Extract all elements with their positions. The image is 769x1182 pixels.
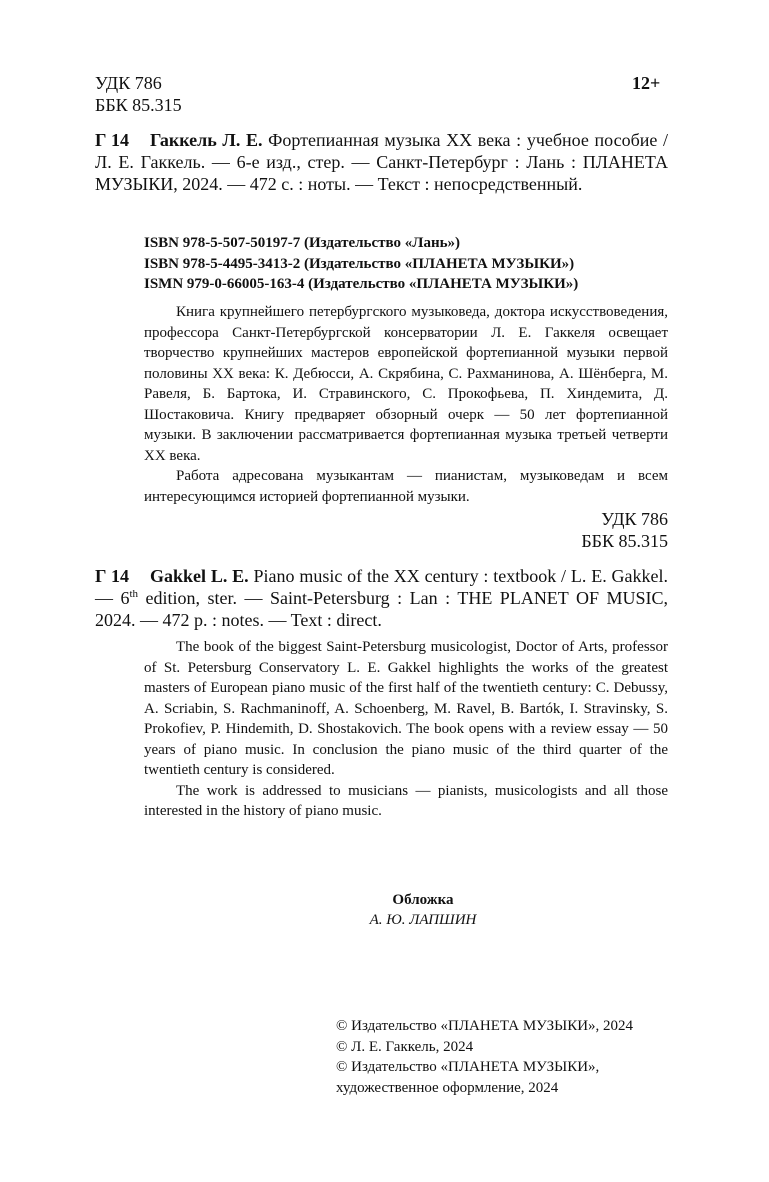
ru-entry-author: Гаккель Л. Е. <box>150 130 263 150</box>
udk-top: УДК 786 <box>95 73 162 93</box>
en-entry-author: Gakkel L. E. <box>150 566 249 586</box>
cover-artist: А. Ю. ЛАПШИН <box>369 912 477 928</box>
en-entry-text-b: edition, ster. — Saint-Petersburg : Lan : THE PLANET OF MUSIC, 2024. — 472 p. : notes. — Text : direct. <box>95 588 668 630</box>
isbn-block <box>144 233 668 295</box>
isbn-planeta: ISBN 978-5-4495-3413-2 (Издательство «ПЛАНЕТА МУЗЫКИ») <box>144 255 575 272</box>
en-entry-code: Г 14 <box>95 566 129 586</box>
en-entry <box>95 565 668 631</box>
copyright-line: художественное оформление, 2024 <box>336 1079 559 1096</box>
copyright-line: © Издательство «ПЛАНЕТА МУЗЫКИ», <box>336 1059 600 1075</box>
en-entry-text-a: Piano music of the XX century : textbook / L. E. Gakkel. — 6 <box>95 566 669 608</box>
ru-abstract <box>144 302 668 507</box>
copyright-line: © Л. Е. Гаккель, 2024 <box>336 1038 474 1055</box>
ru-abstract-paragraph: Книга крупнейшего петербургского музыковеда, доктора искусствоведения, профессора Санкт-Петербургской консерватории Л. Е. Гаккеля освещает творчество крупнейших мастеров европейской фортепианной музыки первой половины XX века: К. Дебюсси, А. Скрябина, С. Рахманинова, А. Шёнберга, М. Равеля, Б. Бартока, И. Стравинского, С. Прокофьева, П. Хиндемита, Д. Шостаковича. Книгу предваряет обзорный очерк — 50 лет фортепианной музыки. В заключении рассматривается фортепианная музыка третьей четверти XX века. <box>144 304 668 464</box>
udk-mid: УДК 786 <box>601 509 668 529</box>
ru-abstract-paragraph: Работа адресована музыкантам — пианистам, музыковедам и всем интересующимся историей фортепианной музыки. <box>144 468 668 505</box>
en-abstract-paragraph: The book of the biggest Saint-Petersburg musicologist, Doctor of Arts, professor of St. Petersburg Conservatory L. E. Gakkel highlights the works of the greatest masters of European piano music of the first half of the twentieth century: C. Debussy, A. Scriabin, S. Rachmaninoff, A. Schoenberg, M. Ravel, B. Bartók, I. Stravinsky, S. Prokofiev, P. Hindemith, D. Shostakovich. The book opens with a review essay — 50 years of piano music. In conclusion the piano music of the third quarter of the twentieth century is considered. <box>144 639 668 778</box>
copyright-block <box>336 1016 676 1098</box>
ru-entry-code: Г 14 <box>95 130 129 150</box>
bbk-top: ББК 85.315 <box>95 95 182 115</box>
ru-entry-text: Фортепианная музыка XX века : учебное пособие / Л. Е. Гаккель. — 6-е изд., стер. — Санкт-Петербург : Лань : ПЛАНЕТА МУЗЫКИ, 2024. — 472 с. : ноты. — Текст : непосредственный. <box>95 130 668 194</box>
age-rating: 12+ <box>632 73 661 93</box>
isbn-lan: ISBN 978-5-507-50197-7 (Издательство «Лань») <box>144 235 461 251</box>
en-abstract <box>144 637 668 822</box>
en-entry-sup: th <box>129 588 139 600</box>
en-abstract-paragraph: The work is addressed to musicians — pianists, musicologists and all those interested in the history of piano music. <box>144 782 668 819</box>
bbk-mid: ББК 85.315 <box>581 531 668 551</box>
ru-entry <box>95 129 668 195</box>
ismn-planeta: ISMN 979-0-66005-163-4 (Издательство «ПЛАНЕТА МУЗЫКИ») <box>144 276 579 292</box>
cover-label: Обложка <box>392 892 454 908</box>
copyright-line: © Издательство «ПЛАНЕТА МУЗЫКИ», 2024 <box>336 1018 634 1034</box>
